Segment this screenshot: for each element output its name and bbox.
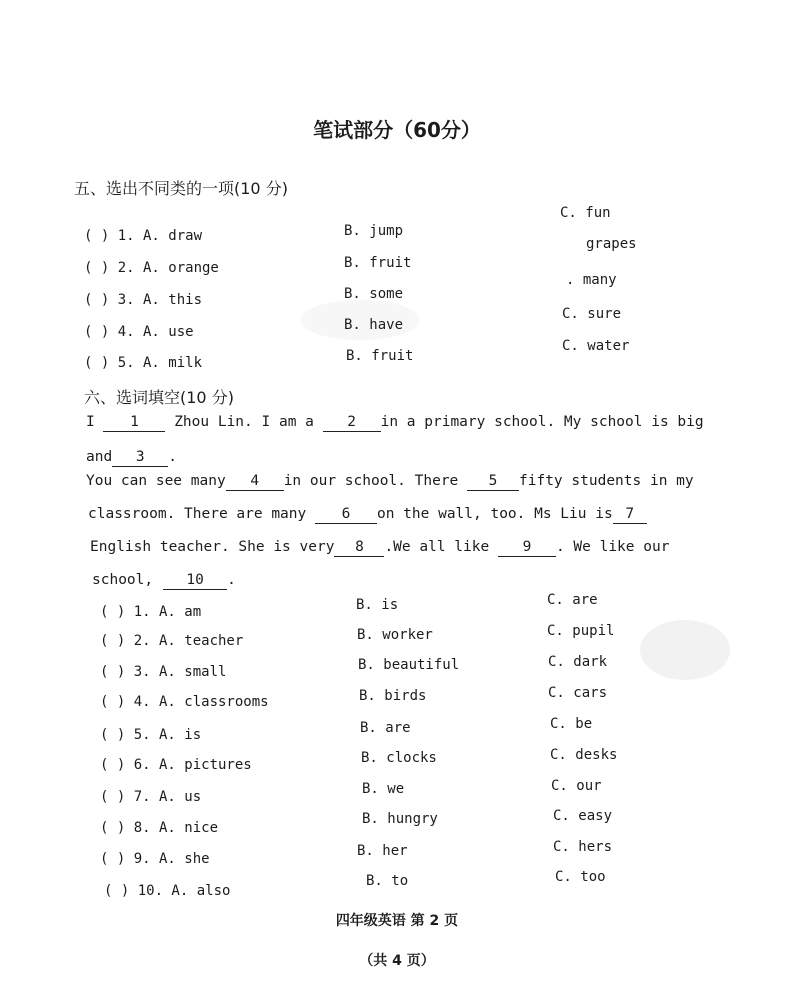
item-stem: ( ) 9. A. she bbox=[100, 851, 210, 867]
item-stem: ( ) 4. A. classrooms bbox=[100, 694, 269, 710]
item-stem: ( ) 1. A. am bbox=[100, 604, 202, 620]
option-c: C. pupil bbox=[547, 623, 615, 639]
option-c: C. hers bbox=[553, 839, 613, 855]
option-b: B. clocks bbox=[361, 750, 437, 766]
item-stem: ( ) 4. A. use bbox=[84, 324, 194, 340]
option-b: B. worker bbox=[357, 627, 433, 643]
passage-text: fifty students in my bbox=[519, 473, 694, 489]
blank-10: 10 bbox=[163, 572, 227, 590]
option-b: B. birds bbox=[359, 688, 427, 704]
option-c: C. cars bbox=[548, 685, 608, 701]
section6-heading: 六、选词填空(10 分) bbox=[84, 388, 234, 407]
option-b: B. to bbox=[366, 873, 409, 889]
option-c: C. fun bbox=[560, 205, 611, 221]
passage-line bbox=[88, 506, 647, 524]
option-b: B. are bbox=[360, 720, 411, 736]
option-b: B. jump bbox=[344, 223, 404, 239]
passage-text: classroom. There are many bbox=[88, 506, 315, 522]
item-stem: ( ) 3. A. small bbox=[100, 664, 227, 680]
item-stem: ( ) 3. A. this bbox=[84, 292, 203, 308]
option-c: C. easy bbox=[553, 808, 613, 824]
option-b: B. fruit bbox=[346, 348, 414, 364]
option-c: C. sure bbox=[562, 306, 622, 322]
item-stem: ( ) 7. A. us bbox=[100, 789, 202, 805]
blank-1: 1 bbox=[103, 414, 165, 432]
passage-text: school, bbox=[92, 572, 154, 588]
blank-9: 9 bbox=[498, 539, 556, 557]
passage-text: . We like our bbox=[555, 539, 670, 555]
passage-line bbox=[90, 539, 669, 557]
option-b: B. have bbox=[344, 317, 404, 333]
option-b: B. beautiful bbox=[358, 657, 460, 673]
option-b: B. is bbox=[356, 597, 399, 613]
item-stem: ( ) 6. A. pictures bbox=[100, 757, 252, 773]
option-b: B. fruit bbox=[344, 255, 412, 271]
blank-3: 3 bbox=[112, 449, 168, 467]
blank-8: 8 bbox=[334, 539, 384, 557]
passage-text: on the wall, too. Ms Liu is bbox=[376, 506, 613, 522]
passage-text: . bbox=[227, 572, 236, 588]
passage-text: .We all like bbox=[384, 539, 498, 555]
passage-text: I bbox=[86, 414, 104, 430]
option-c: grapes bbox=[586, 236, 637, 252]
item-stem: ( ) 2. A. orange bbox=[84, 260, 219, 276]
passage-text: in our school. There bbox=[283, 473, 468, 489]
page-number: 四年级英语 第 2 页 bbox=[335, 913, 459, 929]
blank-7: 7 bbox=[613, 506, 647, 524]
item-stem: ( ) 8. A. nice bbox=[100, 820, 219, 836]
total-pages: （共 4 页） bbox=[359, 953, 435, 969]
passage-line bbox=[86, 414, 704, 432]
item-stem: ( ) 5. A. is bbox=[100, 727, 202, 743]
passage-text: . bbox=[168, 449, 177, 465]
option-c: . many bbox=[566, 272, 617, 288]
item-stem: ( ) 5. A. milk bbox=[84, 355, 203, 371]
blank-5: 5 bbox=[467, 473, 519, 491]
blank-2: 2 bbox=[323, 414, 381, 432]
option-c: C. too bbox=[555, 869, 606, 885]
passage-line bbox=[86, 473, 694, 491]
passage-text: and bbox=[86, 449, 113, 465]
passage-text: Zhou Lin. I am a bbox=[174, 414, 323, 430]
option-b: B. hungry bbox=[362, 811, 438, 827]
passage-line bbox=[86, 449, 177, 467]
option-b: B. we bbox=[362, 781, 405, 797]
passage-text: You can see many bbox=[86, 473, 226, 489]
passage-text: in a primary school. My school is big bbox=[380, 414, 704, 430]
option-b: B. some bbox=[344, 286, 404, 302]
option-c: C. desks bbox=[550, 747, 618, 763]
passage-text: English teacher. She is very bbox=[90, 539, 335, 555]
option-c: C. water bbox=[562, 338, 630, 354]
option-c: C. dark bbox=[548, 654, 608, 670]
blank-4: 4 bbox=[226, 473, 284, 491]
section5-heading: 五、选出不同类的一项(10 分) bbox=[74, 179, 288, 198]
passage-line bbox=[92, 572, 236, 590]
blank-6: 6 bbox=[315, 506, 377, 524]
option-c: C. our bbox=[551, 778, 602, 794]
item-stem: ( ) 1. A. draw bbox=[84, 228, 203, 244]
scan-speck bbox=[640, 620, 730, 680]
page-title: 笔试部分（60分） bbox=[313, 118, 481, 142]
item-stem: ( ) 10. A. also bbox=[104, 883, 231, 899]
option-c: C. are bbox=[547, 592, 598, 608]
item-stem: ( ) 2. A. teacher bbox=[100, 633, 244, 649]
option-c: C. be bbox=[550, 716, 593, 732]
option-b: B. her bbox=[357, 843, 408, 859]
